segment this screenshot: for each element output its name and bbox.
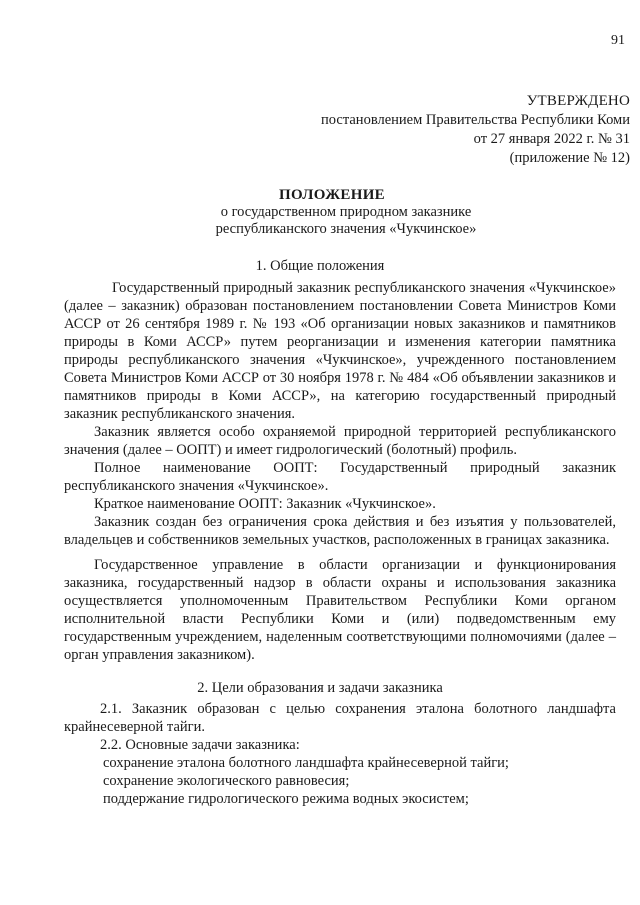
paragraph-tasks-intro: 2.2. Основные задачи заказника:	[100, 737, 300, 753]
title-main: ПОЛОЖЕНИЕ	[279, 187, 385, 203]
document-title	[0, 187, 640, 238]
section-1-body	[64, 279, 616, 664]
title-sub-1: о государственном природном заказнике	[220, 204, 472, 220]
section-2-body	[64, 700, 616, 754]
title-sub-2: республиканского значения «Чукчинское»	[215, 221, 477, 237]
approval-line-3: (приложение № 12)	[509, 150, 630, 166]
approval-line-1: постановлением Правительства Республики Коми	[321, 112, 630, 128]
paragraph-management: Государственное управление в области организации и функционирования заказника, государственный надзор в области охраны и использования заказника осуществляется уполномоченным Правительством Республики Коми органом исполнительной власти Республики Коми и (или) подведомственным ему государственным учреждением, наделенным соответствующими полномочиями (далее – орган управления заказником).	[64, 557, 616, 663]
paragraph-goal: 2.1. Заказник образован с целью сохранения эталона болотного ландшафта крайнесеверной тайги.	[64, 701, 616, 735]
paragraph-duration: Заказник создан без ограничения срока действия и без изъятия у пользователей, владельцев и собственников земельных участков, расположенных в границах заказника.	[64, 514, 616, 548]
list-item: сохранение экологического равновесия;	[103, 773, 350, 789]
section-2-heading: 2. Цели образования и задачи заказника	[197, 680, 443, 696]
paragraph-establishment: Государственный природный заказник республиканского значения «Чукчинское» (далее – заказник) образован постановлением постановлении Совета Министров Коми АССР от 26 сентября 1989 г. № 193 «Об организации новых заказников и памятников природы в Коми АССР» путем реорганизации и изменения категории памятника природы республиканского значения «Чукчинское», учрежденного постановлением Совета Министров Коми АССР от 30 ноября 1978 г. № 484 «Об объявлении заказников и памятников природы в Коми АССР», на категорию государственный природный заказник республиканского значения.	[64, 280, 616, 422]
section-1-heading: 1. Общие положения	[255, 258, 385, 274]
paragraph-status: Заказник является особо охраняемой природной территорией республиканского значения (далее – ООПТ) и имеет гидрологический (болотный) профиль.	[64, 424, 616, 458]
list-item: поддержание гидрологического режима водных экосистем;	[103, 791, 469, 807]
approval-heading: УТВЕРЖДЕНО	[526, 93, 630, 109]
list-item: сохранение эталона болотного ландшафта крайнесеверной тайги;	[103, 755, 509, 771]
approval-line-2: от 27 января 2022 г. № 31	[473, 131, 630, 147]
paragraph-short-name: Краткое наименование ООПТ: Заказник «Чукчинское».	[94, 496, 436, 512]
approval-stamp	[321, 92, 630, 168]
page-number: 91	[611, 33, 625, 48]
paragraph-full-name: Полное наименование ООПТ: Государственный природный заказник республиканского значения «Чукчинское».	[64, 460, 616, 494]
